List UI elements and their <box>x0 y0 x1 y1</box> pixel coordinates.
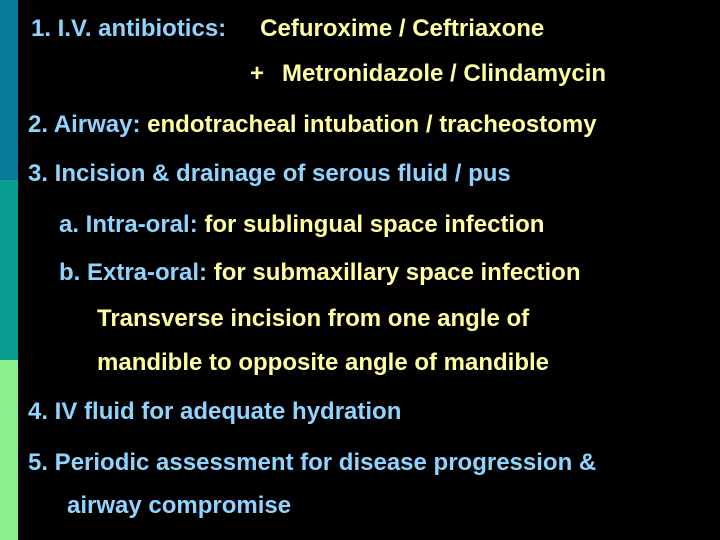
item3b-detail-line2: mandible to opposite angle of mandible <box>97 349 550 376</box>
item2-text: endotracheal intubation / tracheostomy <box>147 111 597 138</box>
item4-line: 4. IV fluid for adequate hydration <box>28 398 402 425</box>
item5-line2: airway compromise <box>67 492 292 519</box>
item1-line1 <box>31 15 544 43</box>
accent-bar-top <box>0 0 18 180</box>
item1-line2 <box>250 60 606 88</box>
item5-line1: 5. Periodic assessment for disease progression & <box>28 449 597 476</box>
item3b-text: for submaxillary space infection <box>213 259 581 286</box>
item3b-detail-line1: Transverse incision from one angle of <box>97 305 530 332</box>
item1-option-a: Cefuroxime / Ceftriaxone <box>260 15 545 42</box>
item1-option-b: Metronidazole / Clindamycin <box>282 60 607 87</box>
item2-label: 2. Airway: <box>28 111 141 138</box>
item3a-line <box>59 211 544 239</box>
accent-bar-middle <box>0 180 18 360</box>
item1-plus: + <box>250 60 265 87</box>
accent-bar-bottom <box>0 360 18 540</box>
item3b-label: b. Extra-oral: <box>59 259 208 286</box>
item3a-label: a. Intra-oral: <box>59 211 198 238</box>
item3a-text: for sublingual space infection <box>204 211 545 238</box>
item3-line: 3. Incision & drainage of serous fluid / pus <box>28 160 511 187</box>
item2-line <box>28 111 597 139</box>
item3b-line <box>59 259 581 287</box>
item1-label: 1. I.V. antibiotics: <box>31 15 227 42</box>
